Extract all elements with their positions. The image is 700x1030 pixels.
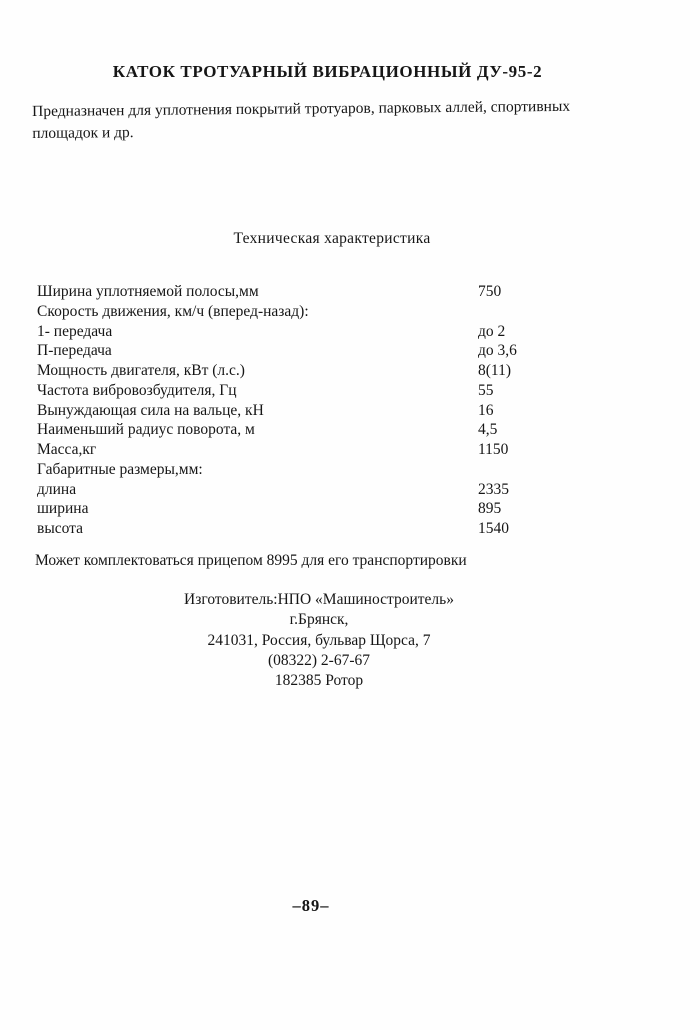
spec-row <box>37 341 657 361</box>
spec-row <box>37 381 657 401</box>
spec-label: Вынуждающая сила на вальце, кН <box>37 401 264 419</box>
intro-line-2: площадок и др. <box>32 124 134 142</box>
spec-value: 750 <box>478 283 502 300</box>
spec-label: ширина <box>37 500 89 518</box>
document-title: КАТОК ТРОТУАРНЫЙ ВИБРАЦИОННЫЙ ДУ-95-2 <box>112 62 543 81</box>
spec-label: длина <box>37 480 77 498</box>
intro-paragraph <box>32 95 632 145</box>
transport-note: Может комплектоваться прицепом 8995 для его транспортировки <box>35 552 467 569</box>
spec-row <box>37 460 657 480</box>
spec-value: 55 <box>478 381 494 399</box>
spec-row <box>37 519 657 539</box>
spec-row <box>37 420 657 440</box>
manufacturer-name: Изготовитель:НПО «Машиностроитель» <box>184 591 454 608</box>
spec-label: Габаритные размеры,мм: <box>37 460 203 478</box>
spec-value: 16 <box>478 401 494 419</box>
section-heading: Техническая характеристика <box>233 230 431 247</box>
spec-label: Наименьший радиус поворота, м <box>37 421 255 439</box>
spec-value: 4,5 <box>478 421 498 439</box>
spec-row <box>37 361 657 381</box>
spec-label: Мощность двигателя, кВт (л.с.) <box>37 362 245 379</box>
spec-label: Ширина уплотняемой полосы,мм <box>37 283 259 300</box>
page-number: –89– <box>292 896 330 915</box>
spec-value: 1150 <box>478 441 509 458</box>
manufacturer-city: г.Брянск, <box>289 611 349 629</box>
manufacturer-telex: 182385 Ротор <box>274 672 364 690</box>
spec-row <box>37 302 657 322</box>
manufacturer-address: 241031, Россия, бульвар Щорса, 7 <box>207 631 431 649</box>
spec-label: 1- передача <box>37 322 113 340</box>
spec-value: до 2 <box>478 322 506 340</box>
spec-value: до 3,6 <box>478 342 517 360</box>
intro-line-1: Предназначен для уплотнения покрытий тротуаров, парковых аллей, спортивных <box>32 97 571 120</box>
spec-value: 8(11) <box>478 362 511 379</box>
spec-value: 2335 <box>478 480 509 498</box>
spec-row <box>37 499 657 519</box>
spec-value: 1540 <box>478 520 509 537</box>
spec-row <box>37 440 657 460</box>
manufacturer-block <box>0 590 638 691</box>
spec-label: высота <box>37 520 84 537</box>
spec-row <box>37 322 657 342</box>
spec-row <box>37 480 657 500</box>
spec-row <box>37 282 657 302</box>
spec-row <box>37 401 657 421</box>
spec-label: П-передача <box>37 342 112 360</box>
spec-table <box>37 282 657 539</box>
spec-label: Скорость движения, км/ч (вперед-назад): <box>37 302 309 320</box>
spec-label: Масса,кг <box>37 441 97 458</box>
manufacturer-phone: (08322) 2-67-67 <box>267 651 371 669</box>
spec-label: Частота вибровозбудителя, Гц <box>37 381 237 399</box>
spec-value: 895 <box>478 500 502 518</box>
